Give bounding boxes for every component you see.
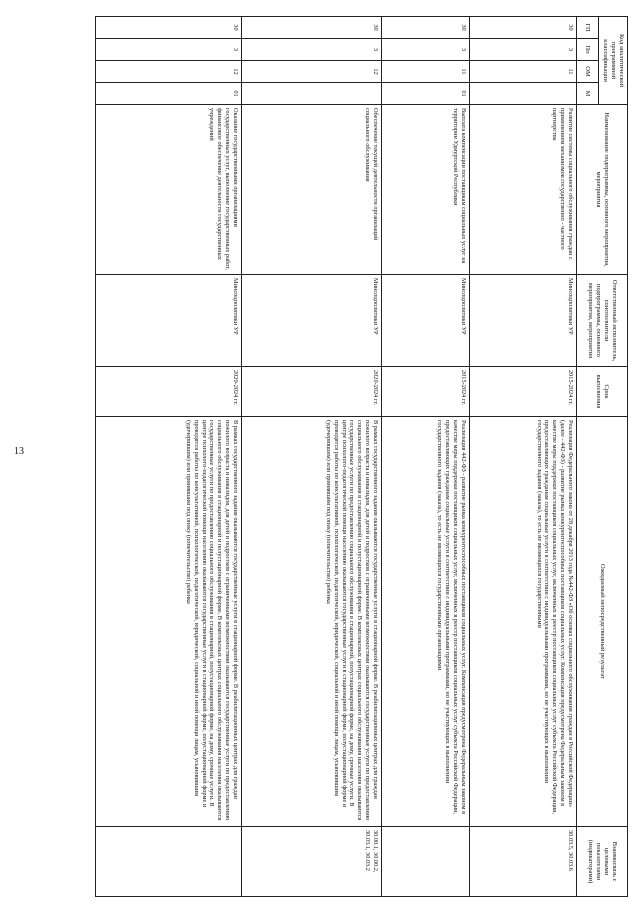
table-row [381,17,469,897]
cell-name: Обеспечение текущей деятельности организаций социального обслуживания [241,105,381,275]
cell-pp: 3 [469,39,576,61]
cell-gp: 30 [241,17,381,39]
cell-m [241,83,381,105]
cell-result: Реализация 442-ФЗ - развитие рынка конкурентоспособных поставщиков социальных услуг. Компенсация предусмотрена Федеральным законом в качестве меры поддержки поставщиков социальных услуг, включенных в реестр поставщиков социальных услуг субъекта Российской Федерации, предоставляющих гражданам социальные услуги в соответствии с индивидуальными программами, но не участвующих в выполнении государственного задания (заказа), то есть не являющихся государственными организациями [381,417,469,827]
cell-result: Реализация Федерального закона от 28 декабря 2013 года №442-ФЗ «Об основах социального обслуживания граждан в Российской Федерации» (далее - 442-ФЗ) - развитие рынка конкурентоспособных поставщиков социальных услуг. Компенсация предусмотрена Федеральным законом в качестве меры поддержки поставщиков социальных услуг, включенных в реестр поставщиков социальных услуг субъекта Российской Федерации, предоставляющих гражданам социальные услуги в соответствии с индивидуальными программами, но не участвующих в выполнении государственного задания (заказа), то есть не являющихся государственными [469,417,576,827]
cell-link [381,827,469,897]
header-pp: Пп [576,39,598,61]
cell-pp: 3 [381,39,469,61]
table-row [95,17,241,897]
cell-name: Оказание государственными организациями государственных услуг, выполнение государственных работ, финансовое обеспечение деятельности государственных учреждений [95,105,241,275]
cell-pp: 3 [241,39,381,61]
cell-link: 30.03.5, 30.03.6 [469,827,576,897]
cell-gp: 30 [381,17,469,39]
cell-m: 01 [381,83,469,105]
cell-term: 2020-2024 гг. [241,367,381,417]
cell-term: 2015-2024 гг. [381,367,469,417]
cell-pp: 3 [95,39,241,61]
cell-result: В рамках государственного задания оказываются государственные услуги в стационарной форме. В реабилитационных центрах для граждан пожилого возраста и инвалидов, для детей и подростков с ограниченными возможностями оказываются государственные услуги по предоставлению социального обслуживания в стационарной и полустационарной форме. В комплексных центрах социального обслуживания населения оказываются государственные услуги по предоставлению социального обслуживания в стационарной, полустационарной форме, на дому, срочные услуги. В центре психолого-педагогической помощи населению оказываются государственные услуги в стационарной форме, полустационарной форме и проводятся работы по консультативной, психологической, педагогической, юридической, социальной и иной помощи лицам, усыновившим (удочерившим) или принявшим под опеку (попечительство) ребенка [241,417,381,827]
header-result: Ожидаемый непосредственный результат [576,417,627,827]
header-executor: Ответственный исполнитель, соисполнители подпрограммы, основного мероприятия, мероприятия [576,275,627,367]
cell-gp: 30 [469,17,576,39]
cell-result: В рамках государственного задания оказываются государственные услуги в стационарной форме. В реабилитационных центрах для граждан пожилого возраста и инвалидов, для детей и подростков с ограниченными возможностями оказываются государственные услуги по предоставлению социального обслуживания в стационарной и полустационарной форме. В комплексных центрах социального обслуживания населения оказываются государственные услуги по предоставлению социального обслуживания в стационарной, полустационарной форме, на дому, срочные услуги. В центре психолого-педагогической помощи населению оказываются государственные услуги в стационарной форме, полустационарной форме и проводятся работы по консультативной, психологической, педагогической, юридической, социальной и иной помощи лицам, усыновившим (удочерившим) или принявшим под опеку (попечительство) ребенка [95,417,241,827]
cell-term: 2015-2024 гг. [469,367,576,417]
header-name: Наименование подпрограммы, основного мероприятия, мероприятия [576,105,627,275]
rotated-table-container [28,16,628,896]
cell-m: 01 [95,83,241,105]
cell-om: 12 [241,61,381,83]
cell-om: 11 [469,61,576,83]
cell-executor: Минсоцполитики УР [381,275,469,367]
cell-executor: Минсоцполитики УР [95,275,241,367]
header-gp: ГП [576,17,598,39]
header-code-group: Код аналитической программной классификации [598,17,627,105]
program-table [95,16,628,897]
cell-term: 2020-2024 гг. [95,367,241,417]
header-term: Срок выполнения [576,367,627,417]
header-link: Взаимосвязь с целевыми показателями (индикаторами) [576,827,627,897]
page-number: 13 [14,446,24,457]
cell-om: 12 [95,61,241,83]
header-m: М [576,83,598,105]
cell-name: Развитие системы социального обслуживания граждан с применением механизмов государственно - частного партнерства [469,105,576,275]
table-row [241,17,381,897]
cell-om: 11 [381,61,469,83]
cell-link: 30.00.1, 30.00.2, 30.03.1, 30.03.2 [241,827,381,897]
cell-link [95,827,241,897]
cell-gp: 30 [95,17,241,39]
cell-executor: Минсоцполитики УР [469,275,576,367]
cell-m [469,83,576,105]
cell-name: Выплата компенсации поставщикам социальных услуг на территории Удмуртской Республики [381,105,469,275]
header-om: ОМ [576,61,598,83]
cell-executor: Минсоцполитики УР [241,275,381,367]
table-row [469,17,576,897]
